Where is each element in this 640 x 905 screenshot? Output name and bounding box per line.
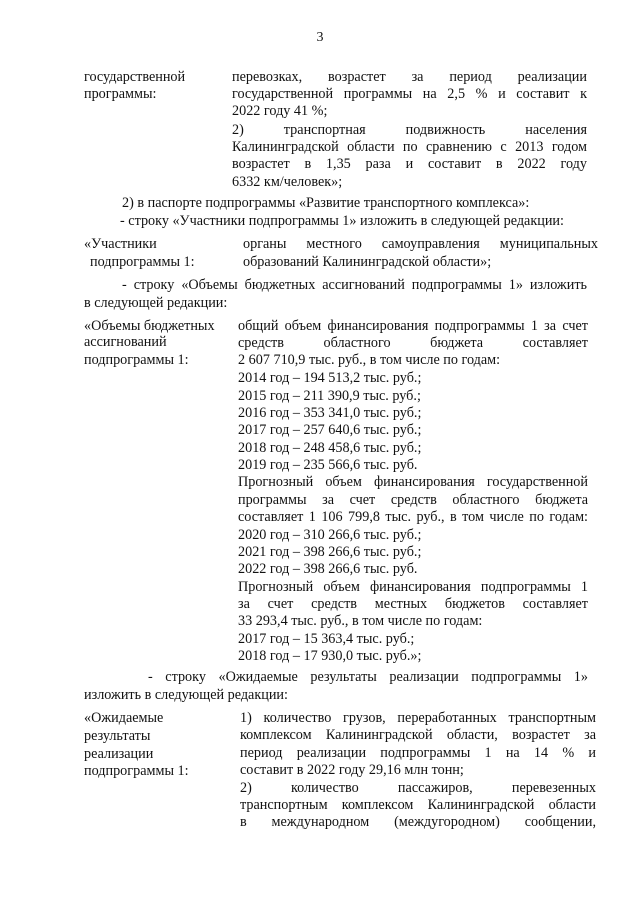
- text-line: органы местного самоуправления муниципальных: [243, 236, 598, 252]
- text-line: 2021 год – 398 266,6 тыс. руб.;: [238, 544, 422, 560]
- text-line: 33 293,4 тыс. руб., в том числе по годам:: [238, 613, 483, 629]
- text-line: 2014 год – 194 513,2 тыс. руб.;: [238, 370, 422, 386]
- label-line: подпрограммы 1:: [84, 763, 189, 779]
- text-line: транспортным комплексом Калининградской области: [240, 797, 596, 813]
- text-line: составляет 1 106 799,8 тыс. руб., в том числе по годам:: [238, 509, 588, 525]
- label-line: государственной: [84, 69, 186, 85]
- text-line: 2018 год – 17 930,0 тыс. руб.»;: [238, 648, 422, 664]
- text-line: Прогнозный объем финансирования подпрограммы 1: [238, 579, 588, 595]
- text-line: образований Калининградской области»;: [243, 254, 492, 270]
- text-line: государственной программы на 2,5 % и составит к: [232, 86, 587, 102]
- paragraph: в следующей редакции:: [84, 295, 228, 311]
- text-line: 1) количество грузов, переработанных транспортным: [240, 710, 596, 726]
- text-line: перевозках, возрастет за период реализации: [232, 69, 587, 85]
- text-line: общий объем финансирования подпрограммы 1 за счет: [238, 318, 588, 334]
- text-line: за счет средств местных бюджетов составляет: [238, 596, 588, 612]
- text-line: 2018 год – 248 458,6 тыс. руб.;: [238, 440, 422, 456]
- text-line: 2017 год – 257 640,6 тыс. руб.;: [238, 422, 422, 438]
- label-line: «Участники: [84, 236, 157, 252]
- text-line: 2017 год – 15 363,4 тыс. руб.;: [238, 631, 415, 647]
- paragraph: - строку «Участники подпрограммы 1» изложить в следующей редакции:: [120, 213, 564, 229]
- text-line: 2 607 710,9 тыс. руб., в том числе по годам:: [238, 352, 501, 368]
- text-line: Калининградской области по сравнению с 2013 годом: [232, 139, 587, 155]
- label-line: «Ожидаемые: [84, 710, 164, 726]
- label-line: результаты: [84, 728, 151, 744]
- text-line: 2022 год – 398 266,6 тыс. руб.: [238, 561, 418, 577]
- label-line: ассигнований: [84, 334, 167, 350]
- label-line: подпрограммы 1:: [84, 352, 189, 368]
- text-line: 2019 год – 235 566,6 тыс. руб.: [238, 457, 418, 473]
- page-number: 3: [316, 30, 324, 45]
- text-line: в международном (междугородном) сообщении,: [240, 814, 596, 830]
- text-line: 2020 год – 310 266,6 тыс. руб.;: [238, 527, 422, 543]
- text-line: период реализации подпрограммы 1 на 14 % и: [240, 745, 596, 761]
- text-line: Прогнозный объем финансирования государственной: [238, 474, 588, 490]
- text-line: 2) количество пассажиров, перевезенных: [240, 780, 596, 796]
- text-line: программы за счет средств областного бюджета: [238, 492, 588, 508]
- paragraph: 2) в паспорте подпрограммы «Развитие транспортного комплекса»:: [122, 195, 530, 211]
- label-line: «Объемы бюджетных: [84, 318, 215, 334]
- text-line: 6332 км/человек»;: [232, 174, 343, 190]
- text-line: 2015 год – 211 390,9 тыс. руб.;: [238, 388, 421, 404]
- label-line: подпрограммы 1:: [90, 254, 195, 270]
- text-line: возрастет в 1,35 раза и составит в 2022 году: [232, 156, 587, 172]
- label-line: программы:: [84, 86, 157, 102]
- label-line: реализации: [84, 746, 154, 762]
- text-line: комплексом Калининградской области, возрастет за: [240, 727, 596, 743]
- paragraph: изложить в следующей редакции:: [84, 687, 288, 703]
- text-line: составит в 2022 году 29,16 млн тонн;: [240, 762, 464, 778]
- paragraph: - строку «Ожидаемые результаты реализации подпрограммы 1»: [148, 669, 588, 685]
- text-line: 2016 год – 353 341,0 тыс. руб.;: [238, 405, 422, 421]
- text-line: средств областного бюджета составляет: [238, 335, 588, 351]
- text-line: 2022 году 41 %;: [232, 103, 328, 119]
- text-line: 2) транспортная подвижность населения: [232, 122, 587, 138]
- paragraph: - строку «Объемы бюджетных ассигнований подпрограммы 1» изложить: [122, 277, 587, 293]
